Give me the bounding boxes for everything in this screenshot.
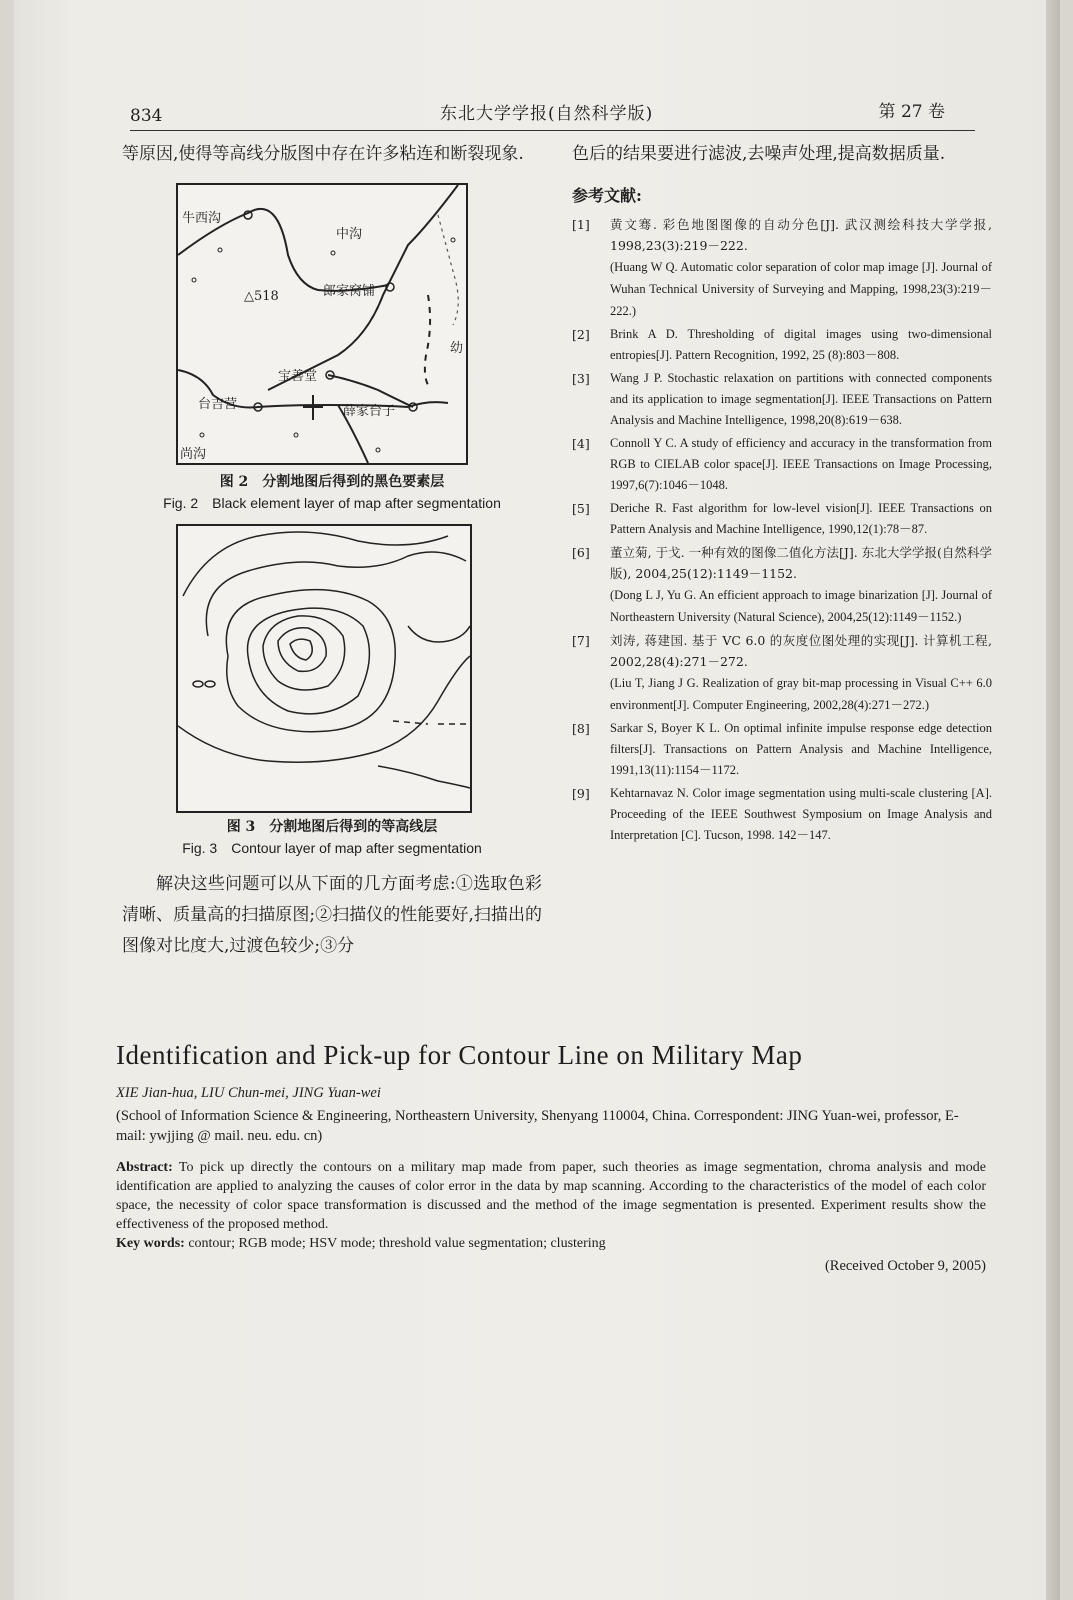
- figure-2-caption-cn: 图 2 分割地图后得到的黑色要素层: [219, 474, 445, 490]
- ref-text: 刘涛, 蒋建国. 基于 VC 6.0 的灰度位图处理的实现[J]. 计算机工程, 2002,28(4):271－272.: [610, 633, 992, 669]
- figure-3: [122, 524, 542, 859]
- ref-number: [2]: [572, 327, 590, 342]
- map-lines: [178, 185, 466, 463]
- ref-text: Brink A D. Thresholding of digital images using two-dimensional entropies[J]. Pattern Recognition, 1992, 25 (8):803－808.: [610, 327, 992, 362]
- figure-2-caption-en: Fig. 2 Black element layer of map after segmentation: [163, 495, 501, 511]
- reference-item: [572, 630, 992, 716]
- map-label: 牛西沟: [182, 211, 222, 226]
- map-label: 台吉营: [198, 397, 238, 412]
- abstract-text: To pick up directly the contours on a military map made from paper, such theories as image segmentation, chroma analysis and mode identification are applied to analyzing the causes of color error in the data by map scanning. According to the characteristics of the model of each color space, the necessity of color space transformation is discussed and the method of the image segmentation is presented. Experiment results show the effectiveness of the proposed method.: [116, 1160, 986, 1232]
- ref-text: Sarkar S, Boyer K L. On optimal infinite impulse response edge detection filters[J]. Transactions on Pattern Analysis and Machine Intelligence, 1991,13(11):1154－1172.: [610, 721, 992, 777]
- keywords-label: Key words:: [116, 1236, 185, 1251]
- reference-item: [572, 433, 992, 496]
- left-column: [122, 140, 542, 962]
- ref-translation: (Huang W Q. Automatic color separation of color map image [J]. Journal of Wuhan Technical University of Surveying and Mapping, 1998,23(3):219－222.): [610, 260, 992, 318]
- reference-list: [572, 214, 992, 846]
- english-abstract: [116, 1158, 986, 1234]
- reference-item: [572, 368, 992, 431]
- english-keywords: [116, 1236, 986, 1252]
- figure-3-caption-cn: 图 3 分割地图后得到的等高线层: [226, 819, 438, 835]
- english-affiliation: (School of Information Science & Engineering, Northeastern University, Shenyang 110004, China. Correspondent: JING Yuan-wei, professor, E-mail: ywjjing @ mail. neu. edu. cn): [116, 1108, 959, 1144]
- figure-2-map: [176, 183, 468, 465]
- ref-number: [1]: [572, 217, 590, 232]
- ref-text: Kehtarnavaz N. Color image segmentation using multi-scale clustering [A]. Proceeding of the IEEE Southwest Symposium on Image Analysis and Interpretation [C]. Tucson, 1998. 142－147.: [610, 786, 992, 842]
- references-heading: 参考文献:: [572, 186, 642, 205]
- map-label: △518: [244, 289, 279, 304]
- abstract-label: Abstract:: [116, 1160, 173, 1175]
- volume-number: 第 27 卷: [878, 102, 945, 122]
- right-column: [572, 140, 992, 848]
- map-label: 薛家台子: [343, 404, 396, 419]
- english-abstract-section: [116, 1040, 986, 1275]
- reference-item: [572, 718, 992, 781]
- ref-text: 董立菊, 于戈. 一种有效的图像二值化方法[J]. 东北大学学报(自然科学版), 2004,25(12):1149－1152.: [610, 545, 992, 581]
- reference-item: [572, 542, 992, 628]
- paragraph: 解决这些问题可以从下面的几方面考虑:①选取色彩清晰、质量高的扫描原图;②扫描仪的性能要好,扫描出的图像对比度大,过渡色较少;③分: [122, 874, 542, 956]
- page: [14, 0, 1060, 1600]
- reference-item: [572, 783, 992, 846]
- ref-number: [6]: [572, 545, 590, 560]
- paragraph: 色后的结果要进行滤波,去噪声处理,提高数据质量.: [572, 144, 946, 164]
- ref-text: Connoll Y C. A study of efficiency and accuracy in the transformation from RGB to CIELAB color space[J]. IEEE Transactions on Image Processing, 1997,6(7):1046－1048.: [610, 436, 992, 492]
- map-label: 幼: [450, 341, 464, 356]
- ref-number: [5]: [572, 501, 590, 516]
- map-label: 宝善堂: [278, 369, 318, 384]
- english-title: Identification and Pick-up for Contour Line on Military Map: [116, 1040, 803, 1070]
- book-spine: [1046, 0, 1060, 1600]
- ref-number: [4]: [572, 436, 590, 451]
- ref-number: [9]: [572, 786, 590, 801]
- ref-text: Deriche R. Fast algorithm for low-level vision[J]. IEEE Transactions on Pattern Analysis and Machine Intelligence, 1990,12(1):78－87.: [610, 501, 992, 536]
- map-label: 郎家窝铺: [323, 284, 376, 299]
- figure-3-caption-en: Fig. 3 Contour layer of map after segmentation: [182, 840, 482, 856]
- page-number: 834: [130, 106, 163, 126]
- english-authors: XIE Jian-hua, LIU Chun-mei, JING Yuan-wei: [116, 1085, 381, 1101]
- ref-number: [8]: [572, 721, 590, 736]
- running-header: [130, 90, 975, 131]
- ref-text: 黄文骞. 彩色地图图像的自动分色[J]. 武汉测绘科技大学学报, 1998,23(3):219－222.: [610, 217, 992, 253]
- reference-item: [572, 498, 992, 540]
- keywords-text: contour; RGB mode; HSV mode; threshold value segmentation; clustering: [188, 1236, 606, 1251]
- map-label: 中沟: [336, 227, 363, 242]
- received-date: (Received October 9, 2005): [824, 1258, 986, 1274]
- reference-item: [572, 214, 992, 322]
- figure-3-contour-map: [176, 524, 472, 813]
- paragraph: 等原因,使得等高线分版图中存在许多粘连和断裂现象.: [122, 144, 524, 164]
- figure-2: [122, 183, 542, 518]
- reference-item: [572, 324, 992, 366]
- contour-lines: [178, 526, 470, 811]
- journal-name: 东北大学学报(自然科学版): [440, 104, 654, 124]
- map-label: 尚沟: [180, 447, 207, 462]
- ref-translation: (Dong L J, Yu G. An efficient approach to image binarization [J]. Journal of Northeastern University (Natural Science), 2004,25(12):1149－1152.): [610, 588, 992, 624]
- ref-number: [3]: [572, 371, 590, 386]
- ref-translation: (Liu T, Jiang J G. Realization of gray bit-map processing in Visual C++ 6.0 environment[J]. Computer Engineering, 2002,28(4):271－272.): [610, 676, 992, 712]
- ref-number: [7]: [572, 633, 590, 648]
- ref-text: Wang J P. Stochastic relaxation on partitions with connected components and its application to image segmentation[J]. IEEE Transactions on Pattern Analysis and Machine Intelligence, 1998,20(8):619－638.: [610, 371, 992, 427]
